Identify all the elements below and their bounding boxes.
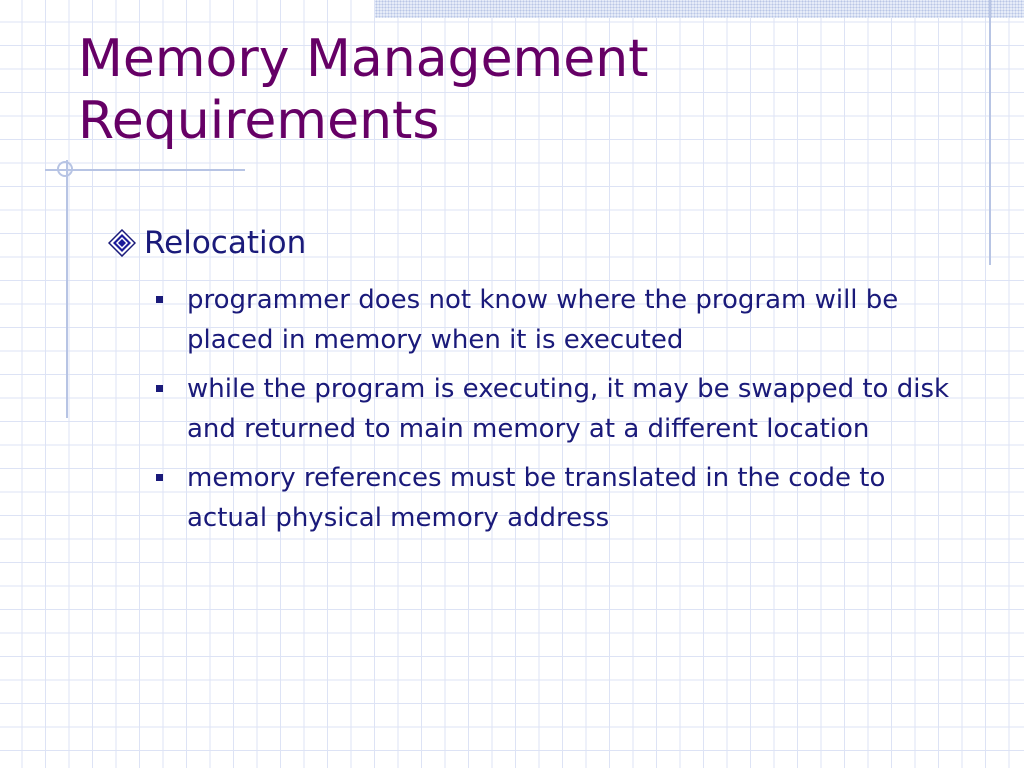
relocation-sub-list — [156, 280, 956, 547]
diamond-bullet-icon — [108, 229, 136, 257]
right-vertical-rule — [989, 0, 991, 265]
list-item — [156, 458, 956, 538]
bullet-relocation — [108, 222, 306, 264]
left-vertical-rule — [66, 160, 68, 418]
square-bullet-icon — [156, 385, 163, 392]
top-decorative-band — [375, 0, 1024, 18]
square-bullet-icon — [156, 474, 163, 481]
bullet-relocation-label: Relocation — [144, 225, 307, 261]
list-item — [156, 280, 956, 360]
slide-title: Memory Management Requirements — [78, 29, 649, 151]
rule-circle-ornament — [57, 161, 73, 177]
list-item — [156, 369, 956, 449]
square-bullet-icon — [156, 296, 163, 303]
list-item-text: programmer does not know where the program will be placed in memory when it is executed — [187, 285, 899, 355]
list-item-text: while the program is executing, it may be swapped to disk and returned to main memory at a different location — [187, 374, 950, 444]
list-item-text: memory references must be translated in the code to actual physical memory address — [187, 463, 886, 533]
title-underline-rule — [45, 169, 245, 171]
